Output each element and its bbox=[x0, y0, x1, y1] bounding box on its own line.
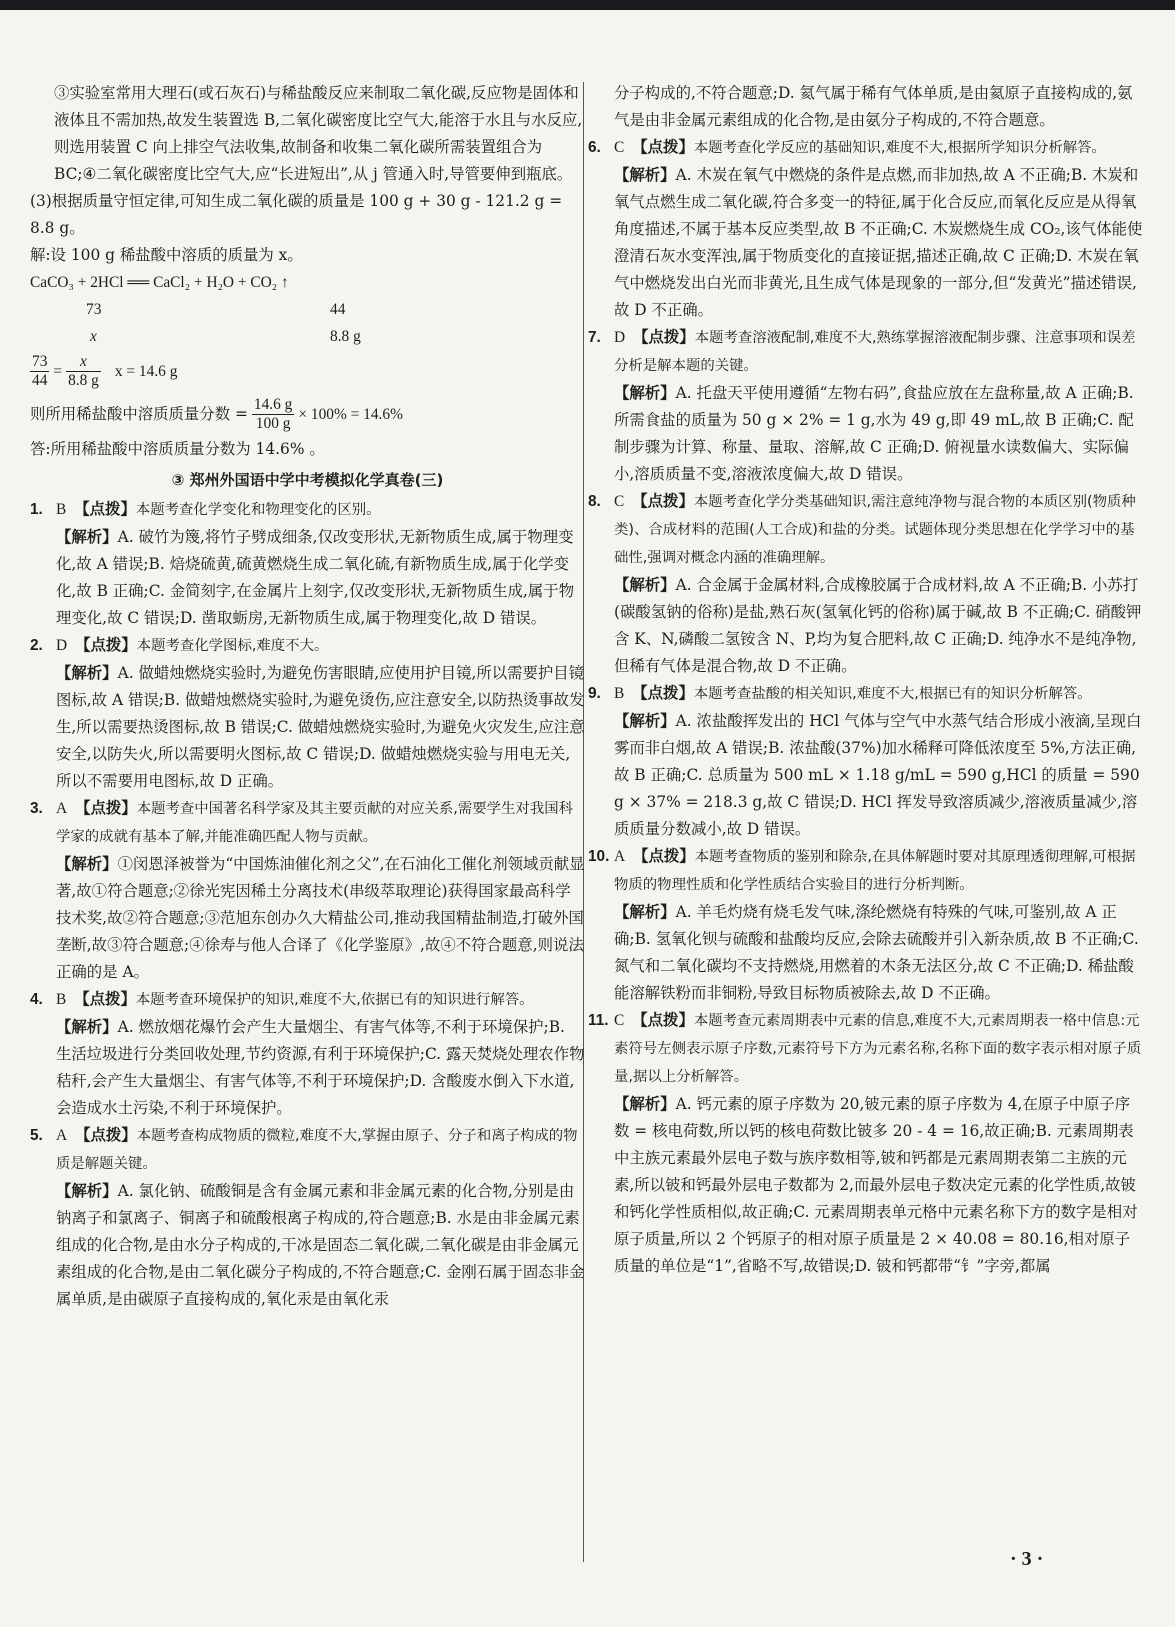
question-number: 11. bbox=[588, 1012, 609, 1029]
solution-label: 【解析】 bbox=[614, 903, 676, 921]
tip-label: 【点拨】 bbox=[75, 799, 137, 817]
fraction-denominator: 44 bbox=[32, 372, 48, 389]
question-item bbox=[30, 795, 585, 986]
top-edge-bar bbox=[0, 0, 1175, 10]
solution-text: A. 燃放烟花爆竹会产生大量烟尘、有害气体等,不利于环境保护;B. 生活垃圾进行分类回收处理,节约资源,有利于环境保护;C. 露天焚烧处理农作物秸秆,会产生大量烟尘、有害气体等,不利于环境保护;D. 含酸废水倒入下水道,会造成水土污染,不利于环境保护。 bbox=[56, 1018, 585, 1117]
solution-label: 【解析】 bbox=[56, 664, 118, 682]
answer-line: 答:所用稀盐酸中溶质质量分数为 14.6% 。 bbox=[30, 440, 325, 458]
solution bbox=[614, 572, 1143, 680]
tip-text: 本题考查元素周期表中元素的信息,难度不大,元素周期表一格中信息:元素符号左侧表示原子序数,元素符号下方为元素名称,名称下面的数字表示相对原子质量,据以上分析解答。 bbox=[614, 1013, 1142, 1085]
question-number: 3. bbox=[30, 800, 43, 817]
question-number: 7. bbox=[588, 329, 601, 346]
tip-text: 本题考查化学反应的基础知识,难度不大,根据所学知识分析解答。 bbox=[693, 140, 1106, 156]
tip-label: 【点拨】 bbox=[75, 636, 137, 654]
tip-label: 【点拨】 bbox=[74, 990, 136, 1008]
tip-label: 【点拨】 bbox=[632, 1011, 694, 1029]
question-tip bbox=[30, 986, 585, 1014]
fraction-numerator: x bbox=[66, 353, 101, 372]
solution bbox=[56, 851, 585, 986]
eq-value: x bbox=[90, 328, 97, 345]
tip-text: 本题考查物质的鉴别和除杂,在具体解题时要对其原理透彻理解,可根据物质的物理性质和化学性质结合实验目的进行分析判断。 bbox=[614, 849, 1136, 893]
question-item bbox=[30, 1122, 585, 1313]
paragraph: ③实验室常用大理石(或石灰石)与稀盐酸反应来制取二氧化碳,反应物是固体和液体且不需加热,故发生装置选 B,二氧化碳密度比空气大,能溶于水且与水反应,则选用装置 C 向上排空气法收集,故制备和收集二氧化碳所需装置组合为 BC;④二氧化碳密度比空气大,应“长进短出”,从 j 管通入时,导管要伸到瓶底。 bbox=[54, 84, 583, 183]
answer-letter: D bbox=[614, 329, 626, 346]
tip-text: 本题考查环境保护的知识,难度不大,依据已有的知识进行解答。 bbox=[135, 992, 534, 1008]
question-tip bbox=[588, 488, 1143, 572]
left-column bbox=[30, 80, 585, 1313]
tip-label: 【点拨】 bbox=[632, 138, 694, 156]
solution-text: A. 钙元素的原子序数为 20,铍元素的原子序数为 4,在原子中原子序数 = 核电荷数,所以钙的核电荷数比铍多 20 - 4 = 16,故正确;B. 元素周期表中主族元素最外层电子数与族序数相等,铍和钙都是元素周期表第二主族的元素,所以铍和钙最外层电子数都为 2,而最外层电子数决定元素的化学性质,故铍和钙化学性质相似,故正确;C. 元素周期表单元格中元素名称下方的数字是相对原子质量,所以 2 个钙原子的相对原子质量是 2 × 40.08 = 80.16,相对原子质量的单位是“1”,省略不写,故错误;D. 铍和钙都带“钅”字旁,都属 bbox=[614, 1095, 1138, 1275]
question-number: 8. bbox=[588, 493, 601, 510]
text: 则所用稀盐酸中溶质质量分数 = bbox=[30, 405, 248, 423]
question-number: 5. bbox=[30, 1127, 43, 1144]
proportion: $\frac{73}{44}$ = $\frac{x}{8.8 g}$ x = 14.6 g bbox=[32, 353, 178, 389]
answer-letter: C bbox=[614, 493, 625, 510]
solution bbox=[614, 1091, 1143, 1280]
tip-label: 【点拨】 bbox=[633, 847, 695, 865]
text: × 100% = 14.6% bbox=[298, 406, 403, 423]
solution bbox=[614, 380, 1143, 488]
question-item bbox=[588, 680, 1143, 843]
question-number: 2. bbox=[30, 637, 43, 654]
page-number: · 3 · bbox=[1010, 1548, 1044, 1570]
tip-label: 【点拨】 bbox=[632, 684, 694, 702]
paragraph: (3)根据质量守恒定律,可知生成二氧化碳的质量是 100 g + 30 g - 121.2 g = 8.8 g。 bbox=[30, 192, 563, 237]
mass-fraction-line bbox=[30, 393, 585, 436]
solution bbox=[614, 708, 1143, 843]
solution-text: A. 做蜡烛燃烧实验时,为避免伤害眼睛,应使用护目镜,所以需要护目镜图标,故 A 错误;B. 做蜡烛燃烧实验时,为避免烫伤,应注意安全,以防热烫事故发生,所以需要热烫图标,故 B 错误;C. 做蜡烛燃烧实验时,为避免火灾发生,应注意安全,以防失火,所以需要明火图标,故 C 错误;D. 做蜡烛燃烧实验与用电无关,所以不需要用电图标,故 D 正确。 bbox=[56, 664, 585, 790]
solution-label: 【解析】 bbox=[56, 528, 118, 546]
answer-letter: C bbox=[614, 1012, 625, 1029]
question-tip bbox=[588, 1007, 1143, 1091]
question-number: 1. bbox=[30, 501, 43, 518]
tip-label: 【点拨】 bbox=[632, 492, 694, 510]
proportion-result: x = 14.6 g bbox=[114, 363, 178, 380]
question-tip bbox=[588, 680, 1143, 708]
fraction-denominator: 8.8 g bbox=[68, 372, 99, 389]
tip-text: 本题考查构成物质的微粒,难度不大,掌握由原子、分子和离子构成的物质是解题关键。 bbox=[56, 1128, 578, 1172]
question-item bbox=[588, 134, 1143, 324]
fraction-denominator: 100 g bbox=[255, 415, 291, 432]
solution-label: 【解析】 bbox=[56, 1018, 118, 1036]
question-number: 10. bbox=[588, 848, 610, 865]
question-tip bbox=[30, 632, 585, 660]
solution-label: 【解析】 bbox=[614, 712, 676, 730]
paragraph: 分子构成的,不符合题意;D. 氦气属于稀有气体单质,是由氦原子直接构成的,氨气是由非金属元素组成的化合物,是由氨分子构成的,不符合题意。 bbox=[614, 84, 1133, 129]
equation-row bbox=[30, 296, 585, 323]
answer-letter: B bbox=[614, 685, 625, 702]
fraction-numerator: 73 bbox=[32, 353, 48, 370]
tip-label: 【点拨】 bbox=[74, 500, 136, 518]
question-tip bbox=[30, 496, 585, 524]
eq-value: 73 bbox=[86, 301, 102, 318]
question-tip bbox=[588, 134, 1143, 162]
tip-text: 本题考查溶液配制,难度不大,熟练掌握溶液配制步骤、注意事项和误差分析是解本题的关键。 bbox=[614, 330, 1136, 374]
equation-row bbox=[30, 323, 585, 350]
question-item bbox=[588, 324, 1143, 488]
solution-text: A. 木炭在氧气中燃烧的条件是点燃,而非加热,故 A 不正确;B. 木炭和氧气点燃生成二氧化碳,符合多变一的特征,属于化合反应,而氧化反应是从得氧角度描述,不属于基本反应类型,故 B 不正确;C. 木炭燃烧生成 CO₂,该气体能使澄清石灰水变浑浊,属于物质变化的直接证据,描述正确,故 C 正确;D. 木炭在氧气中燃烧发出白光而非黄光,且生成气体是现象的一部分,但“发黄光”描述错误,故 D 不正确。 bbox=[614, 166, 1143, 319]
solution-label: 【解析】 bbox=[614, 1095, 676, 1113]
solution-label: 【解析】 bbox=[614, 166, 676, 184]
solution bbox=[614, 162, 1143, 324]
answer-letter: A bbox=[56, 800, 68, 817]
section-title: ③ 郑州外国语中学中考模拟化学真卷(三) bbox=[171, 471, 444, 489]
solution-text: A. 浓盐酸挥发出的 HCl 气体与空气中水蒸气结合形成小液滴,呈现白雾而非白烟,故 A 错误;B. 浓盐酸(37%)加水稀释可降低浓度至 5%,方法正确,故 B 正确;C. 总质量为 500 mL × 1.18 g/mL = 590 g,HCl 的质量 = 590 g × 37% = 218.3 g,故 C 错误;D. HCl 挥发导致溶质减少,溶液质量减少,溶质质量分数减小,故 D 错误。 bbox=[614, 712, 1142, 838]
solution-text: A. 羊毛灼烧有烧毛发气味,涤纶燃烧有特殊的气味,可鉴别,故 A 正确;B. 氢氧化钡与硫酸和盐酸均反应,会除去硫酸并引入新杂质,故 B 不正确;C. 氮气和二氧化碳均不支持燃烧,用燃着的木条无法区分,故 C 不正确;D. 稀盐酸能溶解铁粉而非铜粉,导致目标物质被除去,故 D 不正确。 bbox=[614, 903, 1139, 1002]
question-item bbox=[30, 986, 585, 1122]
question-number: 9. bbox=[588, 685, 601, 702]
solution-text: ①闵恩泽被誉为“中国炼油催化剂之父”,在石油化工催化剂领域贡献显著,故①符合题意;②徐光宪因稀土分离技术(串级萃取理论)获得国家最高科学技术奖,故②符合题意;③范旭东创办久大精盐公司,推动我国精盐制造,打破外国垄断,故③符合题意;④徐寿与他人合译了《化学鉴原》,故④不符合题意,则说法正确的是 A。 bbox=[56, 855, 585, 981]
chemical-equation: CaCO₃ + 2HCl ══ CaCl₂ + H₂O + CO₂ ↑ bbox=[30, 274, 289, 291]
tip-text: 本题考查盐酸的相关知识,难度不大,根据已有的知识分析解答。 bbox=[693, 686, 1092, 702]
solution-label: 【解析】 bbox=[614, 384, 676, 402]
solution-label: 【解析】 bbox=[614, 576, 676, 594]
solution bbox=[56, 1014, 585, 1122]
question-item bbox=[30, 496, 585, 632]
question-tip bbox=[30, 1122, 585, 1178]
question-tip bbox=[30, 795, 585, 851]
solution bbox=[56, 660, 585, 795]
eq-value: 8.8 g bbox=[330, 328, 361, 345]
solution-text: A. 破竹为篾,将竹子劈成细条,仅改变形状,无新物质生成,属于物理变化,故 A 错误;B. 焙烧硫黄,硫黄燃烧生成二氧化硫,有新物质生成,属于化学变化,故 B 正确;C. 金简刻字,在金属片上刻字,仅改变形状,无新物质生成,属于物理变化,故 C 错误;D. 凿取蛎房,无新物质生成,属于物理变化,故 D 错误。 bbox=[56, 528, 575, 627]
answer-letter: C bbox=[614, 139, 625, 156]
tip-label: 【点拨】 bbox=[633, 328, 695, 346]
tip-text: 本题考查化学图标,难度不大。 bbox=[136, 638, 329, 654]
answer-letter: D bbox=[56, 637, 68, 654]
solution bbox=[614, 899, 1143, 1007]
solution-text: A. 托盘天平使用遵循“左物右码”,食盐应放在左盘称量,故 A 正确;B. 所需食盐的质量为 50 g × 2% = 1 g,水为 49 g,即 49 mL,故 B 正确;C. 配制步骤为计算、称量、量取、溶解,故 C 正确;D. 俯视量水读数偏大、实际偏小,溶质质量不变,溶液浓度偏大,故 D 错误。 bbox=[614, 384, 1134, 483]
question-item bbox=[588, 843, 1143, 1007]
answer-letter: B bbox=[56, 991, 67, 1008]
solution-label: 【解析】 bbox=[56, 1182, 118, 1200]
tip-text: 本题考查中国著名科学家及其主要贡献的对应关系,需要学生对我国科学家的成就有基本了解,并能准确匹配人物与贡献。 bbox=[56, 801, 573, 845]
question-number: 6. bbox=[588, 139, 601, 156]
solution-text: A. 氯化钠、硫酸铜是含有金属元素和非金属元素的化合物,分别是由钠离子和氯离子、铜离子和硫酸根离子构成的,符合题意;B. 水是由非金属元素组成的化合物,是由水分子构成的,干冰是固态二氧化碳,二氧化碳是由非金属元素组成的化合物,是由二氧化碳分子构成的,不符合题意;C. 金刚石属于固态非金属单质,是由碳原子直接构成的,氧化汞是由氧化汞 bbox=[56, 1182, 585, 1308]
tip-label: 【点拨】 bbox=[75, 1126, 137, 1144]
solution-label: 【解析】 bbox=[56, 855, 118, 873]
answer-letter: A bbox=[56, 1127, 68, 1144]
question-tip bbox=[588, 324, 1143, 380]
paragraph: 解:设 100 g 稀盐酸中溶质的质量为 x。 bbox=[30, 246, 303, 264]
question-item bbox=[30, 632, 585, 795]
answer-letter: B bbox=[56, 501, 67, 518]
eq-value: 44 bbox=[330, 301, 346, 318]
right-column bbox=[588, 80, 1143, 1280]
solution-text: A. 合金属于金属材料,合成橡胶属于合成材料,故 A 不正确;B. 小苏打(碳酸氢钠的俗称)是盐,熟石灰(氢氧化钙的俗称)属于碱,故 B 不正确;C. 硝酸钾含 K、N,磷酸二氢铵含 N、P,均为复合肥料,故 C 正确;D. 纯净水不是纯净物,但稀有气体是混合物,故 D 不正确。 bbox=[614, 576, 1142, 675]
fraction-numerator: 14.6 g bbox=[253, 396, 293, 413]
tip-text: 本题考查化学变化和物理变化的区别。 bbox=[135, 502, 381, 518]
answer-letter: A bbox=[614, 848, 626, 865]
tip-text: 本题考查化学分类基础知识,需注意纯净物与混合物的本质区别(物质种类)、合成材料的范围(人工合成)和盐的分类。试题体现分类思想在化学学习中的基础性,强调对概念内涵的准确理解。 bbox=[614, 494, 1136, 566]
question-item bbox=[588, 1007, 1143, 1280]
question-number: 4. bbox=[30, 991, 43, 1008]
question-item bbox=[588, 488, 1143, 680]
question-tip bbox=[588, 843, 1143, 899]
solution bbox=[56, 524, 585, 632]
solution bbox=[56, 1178, 585, 1313]
